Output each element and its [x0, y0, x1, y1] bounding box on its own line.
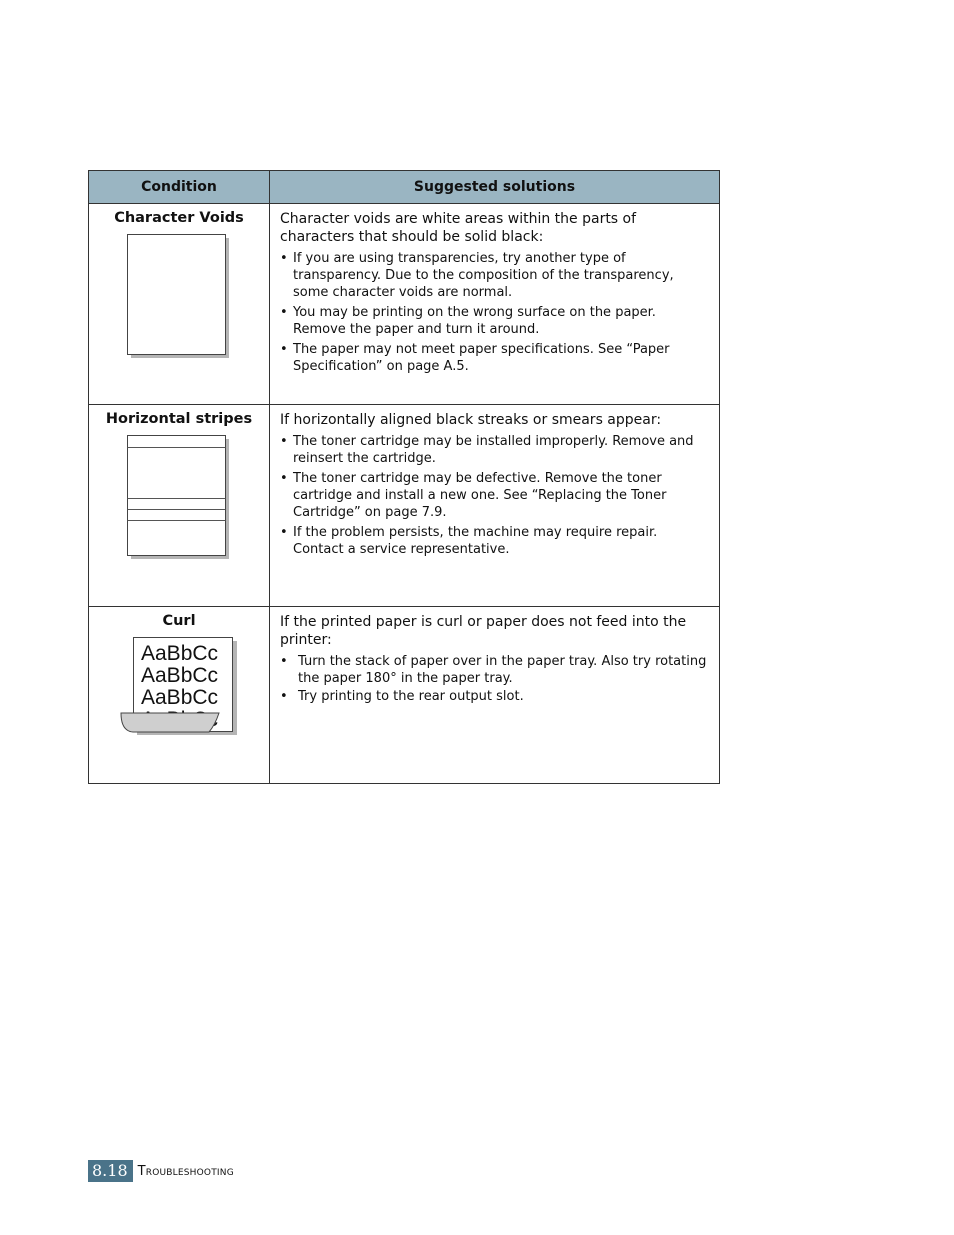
solution-cell: [270, 204, 720, 405]
solution-list: [280, 653, 709, 705]
sample-text: AaBbCc: [141, 664, 219, 687]
table-header-row: [89, 171, 720, 204]
condition-cell: [89, 204, 270, 405]
solution-intro: Character voids are white areas within the parts of characters that should be solid black:: [280, 211, 637, 245]
condition-cell: [89, 405, 270, 607]
table-row: [89, 405, 720, 607]
solution-cell: [270, 405, 720, 607]
solution-list: [280, 433, 709, 558]
list-item: • Try printing to the rear output slot.: [280, 688, 709, 705]
solution-intro: If horizontally aligned black streaks or smears appear:: [280, 412, 662, 428]
list-item: • You may be printing on the wrong surface on the paper. Remove the paper and turn it around.: [280, 304, 709, 338]
table-row: [89, 204, 720, 405]
list-item: • Turn the stack of paper over in the paper tray. Also try rotating the paper 180° in the paper tray.: [280, 653, 709, 687]
curl-illustration: [119, 637, 239, 741]
list-item: • If the problem persists, the machine may require repair. Contact a service representative.: [280, 524, 709, 558]
sample-text: AaBbCc: [141, 686, 219, 709]
list-item: • The toner cartridge may be defective. Remove the toner cartridge and install a new one. See “Replacing the Toner Cartridge” on page 7.9.: [280, 470, 709, 521]
condition-title: Curl: [162, 613, 196, 629]
condition-title: Character Voids: [114, 210, 244, 226]
solution-intro: If the printed paper is curl or paper does not feed into the printer:: [280, 614, 687, 648]
page-footer: [88, 1160, 234, 1182]
solutions-header: Suggested solutions: [270, 171, 720, 204]
troubleshooting-table: [88, 170, 720, 784]
solution-list: [280, 250, 709, 375]
horizontal-stripes-illustration: [127, 435, 231, 561]
section-title: Troubleshooting: [137, 1163, 234, 1179]
page-number: 8.18: [88, 1160, 133, 1182]
list-item: • If you are using transparencies, try another type of transparency. Due to the composition of the transparency, some character voids are normal.: [280, 250, 709, 301]
character-voids-illustration: [127, 234, 231, 360]
solution-cell: [270, 607, 720, 784]
condition-cell: [89, 607, 270, 784]
list-item: • The paper may not meet paper specifications. See “Paper Specification” on page A.5.: [280, 341, 709, 375]
table-row: [89, 607, 720, 784]
condition-header: Condition: [89, 171, 270, 204]
list-item: • The toner cartridge may be installed improperly. Remove and reinsert the cartridge.: [280, 433, 709, 467]
sample-text: AaBbCc: [141, 642, 219, 665]
condition-title: Horizontal stripes: [105, 411, 253, 427]
